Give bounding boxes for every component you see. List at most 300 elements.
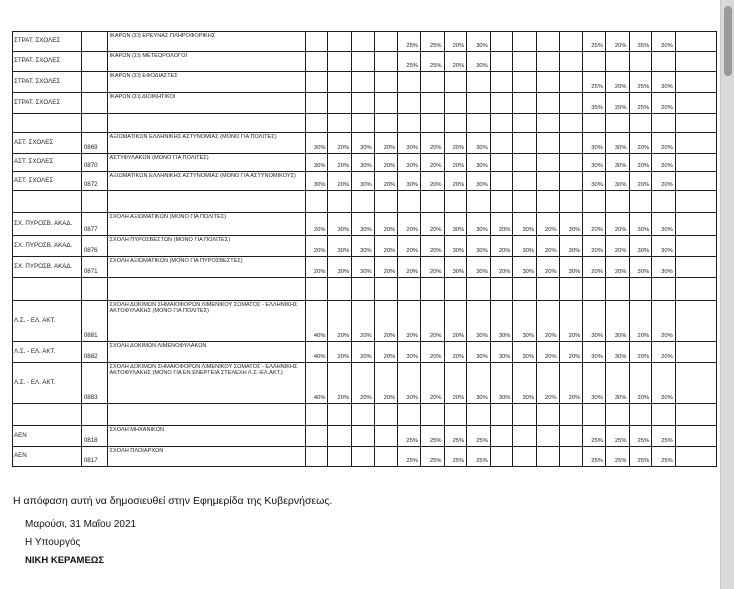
- weight-cell: [675, 213, 716, 236]
- weight-cell: 20%: [652, 301, 676, 342]
- weight-cell: 30%: [629, 213, 652, 236]
- table-row: [13, 342, 717, 363]
- school-cell: ΣΤΡΑΤ. ΣΧΟΛΕΣ: [13, 93, 82, 114]
- weight-cell: 20%: [444, 154, 467, 172]
- weight-cell: [559, 93, 583, 114]
- department-cell: ΣΧΟΛΗ ΑΞΙΩΜΑΤΙΚΩΝ (ΜΟΝΟ ΓΙΑ ΠΥΡΟΣΒΕΣΤΕΣ): [107, 257, 305, 278]
- weight-cell: 20%: [328, 172, 352, 191]
- weight-cell: [559, 32, 583, 52]
- publication-notice: Η απόφαση αυτή να δημοσιευθεί στην Εφημερίδα της Κυβερνήσεως.: [13, 495, 333, 507]
- empty-cell: [305, 278, 328, 301]
- empty-cell: [467, 404, 491, 426]
- weight-cell: [374, 426, 398, 447]
- weight-cell: 25%: [629, 447, 652, 467]
- weight-cell: 25%: [444, 426, 467, 447]
- weight-cell: 30%: [352, 257, 375, 278]
- weight-cell: 20%: [374, 236, 398, 257]
- weight-cell: [490, 93, 513, 114]
- weight-cell: 25%: [420, 426, 444, 447]
- weight-cell: 30%: [467, 342, 491, 363]
- empty-cell: [490, 114, 513, 133]
- weight-cell: 20%: [605, 213, 629, 236]
- empty-cell: [537, 278, 560, 301]
- empty-cell: [559, 191, 583, 213]
- weight-cell: 30%: [444, 257, 467, 278]
- weight-cell: 40%: [305, 342, 328, 363]
- code-cell: 0869: [81, 133, 107, 154]
- weight-cell: 30%: [490, 301, 513, 342]
- weight-cell: 30%: [605, 133, 629, 154]
- weight-cell: 20%: [352, 363, 375, 404]
- empty-cell: [490, 278, 513, 301]
- school-cell: ΣΤΡΑΤ. ΣΧΟΛΕΣ: [13, 72, 82, 93]
- empty-cell: [328, 404, 352, 426]
- weight-cell: [559, 447, 583, 467]
- signatory-title: Η Υπουργός: [25, 537, 81, 548]
- weight-cell: [675, 32, 716, 52]
- weight-cell: 30%: [467, 213, 491, 236]
- empty-cell: [559, 278, 583, 301]
- empty-cell: [513, 191, 537, 213]
- weight-cell: 30%: [583, 133, 606, 154]
- weight-cell: 20%: [352, 342, 375, 363]
- weight-cell: 30%: [583, 342, 606, 363]
- weight-cell: [420, 93, 444, 114]
- empty-cell: [398, 278, 421, 301]
- empty-cell: [605, 191, 629, 213]
- weight-cell: 20%: [605, 257, 629, 278]
- weight-cell: 30%: [352, 154, 375, 172]
- weight-cell: 40%: [305, 301, 328, 342]
- weights-table: [12, 31, 717, 467]
- weight-cell: 20%: [444, 342, 467, 363]
- empty-cell: [652, 114, 676, 133]
- weight-cell: [305, 447, 328, 467]
- weight-cell: 20%: [328, 342, 352, 363]
- weight-cell: 20%: [420, 301, 444, 342]
- table-row: [13, 154, 717, 172]
- weight-cell: [352, 426, 375, 447]
- empty-cell: [490, 191, 513, 213]
- signing-place-date: Μαρούσι, 31 Μαΐου 2021: [25, 519, 137, 530]
- weight-cell: 30%: [352, 213, 375, 236]
- weight-cell: 20%: [629, 363, 652, 404]
- weight-cell: [328, 32, 352, 52]
- weight-cell: 20%: [629, 154, 652, 172]
- weight-cell: [328, 52, 352, 72]
- table-row: [13, 447, 717, 467]
- weight-cell: 25%: [398, 52, 421, 72]
- weight-cell: [513, 133, 537, 154]
- weight-cell: 30%: [629, 257, 652, 278]
- school-cell: ΑΣΤ. ΣΧΟΛΕΣ: [13, 154, 82, 172]
- department-cell: ΣΧΟΛΗ ΜΗΧΑΝΙΚΩΝ: [107, 426, 305, 447]
- weight-cell: 20%: [629, 172, 652, 191]
- empty-cell: [444, 278, 467, 301]
- weight-cell: 30%: [444, 236, 467, 257]
- weight-cell: 25%: [583, 447, 606, 467]
- weight-cell: [352, 93, 375, 114]
- empty-cell: [629, 114, 652, 133]
- weight-cell: [513, 93, 537, 114]
- empty-cell: [490, 404, 513, 426]
- weight-cell: 20%: [652, 172, 676, 191]
- code-cell: [81, 32, 107, 52]
- weight-cell: 30%: [305, 172, 328, 191]
- weight-cell: 20%: [629, 301, 652, 342]
- empty-cell: [305, 404, 328, 426]
- empty-cell: [605, 278, 629, 301]
- school-cell: Λ.Σ. - ΕΛ. ΑΚΤ.: [13, 342, 82, 363]
- weight-cell: 30%: [605, 154, 629, 172]
- weight-cell: [328, 72, 352, 93]
- weight-cell: 20%: [444, 52, 467, 72]
- weight-cell: 30%: [352, 133, 375, 154]
- weight-cell: [559, 133, 583, 154]
- weight-cell: 25%: [605, 426, 629, 447]
- empty-cell: [652, 404, 676, 426]
- weight-cell: 25%: [420, 32, 444, 52]
- weight-cell: 20%: [444, 363, 467, 404]
- empty-cell: [13, 114, 82, 133]
- weight-cell: 20%: [629, 133, 652, 154]
- empty-cell: [13, 278, 82, 301]
- empty-cell: [583, 278, 606, 301]
- weight-cell: 20%: [374, 342, 398, 363]
- weight-cell: 25%: [398, 32, 421, 52]
- weight-cell: [420, 72, 444, 93]
- weight-cell: 25%: [629, 426, 652, 447]
- weight-cell: [374, 447, 398, 467]
- weight-cell: 20%: [490, 236, 513, 257]
- empty-cell: [374, 114, 398, 133]
- weight-cell: 30%: [559, 236, 583, 257]
- weight-cell: 30%: [398, 301, 421, 342]
- weight-cell: 20%: [398, 236, 421, 257]
- department-cell: ΣΧΟΛΗ ΔΟΚΙΜΩΝ ΣΗΜΑΙΟΦΟΡΩΝ ΛΙΜΕΝΙΚΟΥ ΣΩΜΑΤΟΣ - ΕΛΛΗΝΙΚΗΣ ΑΚΤΟΦΥΛΑΚΗΣ (ΜΟΝΟ ΓΙΑ ΕΝ ΕΝΕΡΓΕΙΑ ΣΤΕΛΕΧΗ Λ.Σ.-ΕΛ.ΑΚΤ.): [107, 363, 305, 404]
- empty-cell: [398, 191, 421, 213]
- weight-cell: [513, 154, 537, 172]
- weight-cell: 20%: [420, 363, 444, 404]
- weight-cell: 20%: [420, 236, 444, 257]
- weight-cell: 20%: [537, 342, 560, 363]
- weight-cell: [352, 447, 375, 467]
- weight-cell: 20%: [328, 301, 352, 342]
- school-cell: Λ.Σ. - ΕΛ. ΑΚΤ.: [13, 363, 82, 404]
- empty-cell: [13, 404, 82, 426]
- weight-cell: [328, 426, 352, 447]
- weight-cell: [513, 52, 537, 72]
- weight-cell: 30%: [513, 213, 537, 236]
- weight-cell: 25%: [652, 426, 676, 447]
- empty-cell: [583, 404, 606, 426]
- school-cell: Λ.Σ. - ΕΛ. ΑΚΤ.: [13, 301, 82, 342]
- weight-cell: [513, 447, 537, 467]
- weight-cell: [305, 32, 328, 52]
- weight-cell: 20%: [605, 72, 629, 93]
- weight-cell: 25%: [444, 447, 467, 467]
- weight-cell: [675, 52, 716, 72]
- empty-cell: [513, 278, 537, 301]
- weight-cell: 20%: [420, 154, 444, 172]
- table-row: [13, 93, 717, 114]
- weight-cell: [490, 426, 513, 447]
- empty-cell: [444, 114, 467, 133]
- weight-cell: 30%: [305, 154, 328, 172]
- weight-cell: 20%: [559, 363, 583, 404]
- weight-cell: 25%: [583, 426, 606, 447]
- weight-cell: 30%: [513, 257, 537, 278]
- empty-cell: [305, 191, 328, 213]
- code-cell: 0877: [81, 213, 107, 236]
- weight-cell: 30%: [328, 257, 352, 278]
- empty-cell: [81, 114, 107, 133]
- table-row: [13, 32, 717, 52]
- code-cell: 0883: [81, 363, 107, 404]
- weight-cell: 30%: [398, 172, 421, 191]
- weight-cell: 30%: [583, 363, 606, 404]
- weight-cell: [652, 52, 676, 72]
- empty-cell: [81, 278, 107, 301]
- weight-cell: 25%: [420, 447, 444, 467]
- weight-cell: 40%: [305, 363, 328, 404]
- empty-cell: [352, 404, 375, 426]
- weight-cell: 20%: [374, 257, 398, 278]
- weight-cell: [675, 93, 716, 114]
- weight-cell: [675, 72, 716, 93]
- table-spacer-row: [13, 278, 717, 301]
- weight-cell: 20%: [352, 301, 375, 342]
- empty-cell: [352, 278, 375, 301]
- weight-cell: 20%: [420, 342, 444, 363]
- weight-cell: 30%: [467, 52, 491, 72]
- table-row: [13, 72, 717, 93]
- weight-cell: [490, 72, 513, 93]
- weight-cell: [490, 32, 513, 52]
- weight-cell: [675, 154, 716, 172]
- weight-cell: 20%: [559, 342, 583, 363]
- empty-cell: [467, 278, 491, 301]
- empty-cell: [352, 114, 375, 133]
- empty-cell: [374, 191, 398, 213]
- weight-cell: 30%: [398, 342, 421, 363]
- code-cell: [81, 72, 107, 93]
- weight-cell: [467, 72, 491, 93]
- weight-cell: 25%: [583, 32, 606, 52]
- weight-cell: 30%: [583, 172, 606, 191]
- empty-cell: [675, 404, 716, 426]
- weight-cell: 30%: [559, 213, 583, 236]
- weight-cell: [352, 52, 375, 72]
- weight-cell: 25%: [605, 447, 629, 467]
- school-cell: ΣΤΡΑΤ. ΣΧΟΛΕΣ: [13, 32, 82, 52]
- weight-cell: 20%: [328, 363, 352, 404]
- weight-cell: [629, 52, 652, 72]
- weight-cell: [490, 52, 513, 72]
- weight-cell: [352, 72, 375, 93]
- weight-cell: 20%: [305, 257, 328, 278]
- weight-cell: [374, 52, 398, 72]
- weight-cell: 20%: [652, 363, 676, 404]
- weight-cell: 25%: [420, 52, 444, 72]
- empty-cell: [629, 191, 652, 213]
- weight-cell: 30%: [467, 236, 491, 257]
- code-cell: 0882: [81, 342, 107, 363]
- table-spacer-row: [13, 404, 717, 426]
- empty-cell: [107, 114, 305, 133]
- weight-cell: 30%: [605, 363, 629, 404]
- weight-cell: [537, 426, 560, 447]
- weight-cell: 30%: [583, 301, 606, 342]
- weight-cell: [675, 301, 716, 342]
- weight-cell: 30%: [605, 342, 629, 363]
- weight-cell: 20%: [305, 213, 328, 236]
- table-row: [13, 236, 717, 257]
- code-cell: 0870: [81, 154, 107, 172]
- department-cell: ΙΚΑΡΩΝ (ΣΙ) ΕΡΕΥΝΑΣ ΠΛΗΡΟΦΟΡΙΚΗΣ: [107, 32, 305, 52]
- school-cell: ΑΣΤ. ΣΧΟΛΕΣ: [13, 172, 82, 191]
- weight-cell: 20%: [652, 93, 676, 114]
- weight-cell: [328, 93, 352, 114]
- department-cell: ΑΞΙΩΜΑΤΙΚΩΝ ΕΛΛΗΝΙΚΗΣ ΑΣΤΥΝΟΜΙΑΣ (ΜΟΝΟ ΓΙΑ ΠΟΛΙΤΕΣ): [107, 133, 305, 154]
- code-cell: 0817: [81, 447, 107, 467]
- weight-cell: 35%: [629, 32, 652, 52]
- weight-cell: [537, 447, 560, 467]
- weight-cell: 20%: [583, 213, 606, 236]
- weight-cell: [583, 52, 606, 72]
- empty-cell: [652, 191, 676, 213]
- weight-cell: 20%: [652, 133, 676, 154]
- empty-cell: [467, 191, 491, 213]
- weight-cell: 20%: [420, 172, 444, 191]
- weight-cell: 30%: [652, 213, 676, 236]
- weight-cell: 30%: [629, 236, 652, 257]
- weight-cell: [537, 93, 560, 114]
- weight-cell: [559, 52, 583, 72]
- weight-cell: 20%: [374, 133, 398, 154]
- school-cell: ΑΣΤ. ΣΧΟΛΕΣ: [13, 133, 82, 154]
- weight-cell: [305, 72, 328, 93]
- school-cell: ΣΧ. ΠΥΡΟΣΒ. ΑΚΑΔ.: [13, 236, 82, 257]
- weight-cell: [537, 133, 560, 154]
- weight-cell: 20%: [629, 342, 652, 363]
- weight-cell: 20%: [444, 133, 467, 154]
- weight-cell: [444, 93, 467, 114]
- empty-cell: [605, 404, 629, 426]
- weight-cell: 30%: [652, 236, 676, 257]
- empty-cell: [559, 114, 583, 133]
- weight-cell: 30%: [467, 32, 491, 52]
- weight-cell: 20%: [398, 257, 421, 278]
- empty-cell: [352, 191, 375, 213]
- department-cell: ΙΚΑΡΩΝ (ΣΙ) ΜΕΤΕΩΡΟΛΟΓΟΙ: [107, 52, 305, 72]
- vertical-scrollbar[interactable]: [720, 0, 734, 589]
- weight-cell: [559, 172, 583, 191]
- weight-cell: [559, 426, 583, 447]
- weight-cell: [537, 32, 560, 52]
- weight-cell: 20%: [652, 154, 676, 172]
- weight-cell: [559, 72, 583, 93]
- weight-cell: 20%: [490, 213, 513, 236]
- weight-cell: 20%: [537, 301, 560, 342]
- weight-cell: 25%: [467, 426, 491, 447]
- weight-cell: 20%: [444, 32, 467, 52]
- weight-cell: 30%: [398, 363, 421, 404]
- empty-cell: [420, 404, 444, 426]
- weight-cell: 20%: [537, 236, 560, 257]
- department-cell: ΣΧΟΛΗ ΑΞΙΩΜΑΤΙΚΩΝ (ΜΟΝΟ ΓΙΑ ΠΟΛΙΤΕΣ): [107, 213, 305, 236]
- weight-cell: 30%: [467, 172, 491, 191]
- code-cell: 0871: [81, 257, 107, 278]
- signatory-name: ΝΙΚΗ ΚΕΡΑΜΕΩΣ: [25, 555, 105, 566]
- weight-cell: 20%: [559, 301, 583, 342]
- weight-cell: 20%: [328, 154, 352, 172]
- weight-cell: 20%: [328, 133, 352, 154]
- weight-cell: [537, 72, 560, 93]
- weight-cell: [537, 52, 560, 72]
- empty-cell: [328, 278, 352, 301]
- weight-cell: [467, 93, 491, 114]
- weight-cell: [513, 426, 537, 447]
- weight-cell: 30%: [513, 363, 537, 404]
- weight-cell: [352, 32, 375, 52]
- empty-cell: [605, 114, 629, 133]
- weight-cell: 25%: [398, 447, 421, 467]
- weight-cell: 20%: [374, 172, 398, 191]
- weight-cell: 20%: [374, 301, 398, 342]
- empty-cell: [107, 278, 305, 301]
- empty-cell: [420, 191, 444, 213]
- weight-cell: 20%: [652, 32, 676, 52]
- department-cell: ΙΚΑΡΩΝ (ΣΙ) ΕΦΟΔΙΑΣΤΕΣ: [107, 72, 305, 93]
- weight-cell: [675, 342, 716, 363]
- weight-cell: 30%: [652, 257, 676, 278]
- table-row: [13, 52, 717, 72]
- scrollbar-thumb[interactable]: [724, 6, 732, 76]
- weight-cell: 20%: [398, 213, 421, 236]
- weight-cell: 20%: [605, 93, 629, 114]
- weight-cell: [675, 133, 716, 154]
- weight-cell: 30%: [305, 133, 328, 154]
- weight-cell: [490, 447, 513, 467]
- empty-cell: [374, 404, 398, 426]
- table-row: [13, 426, 717, 447]
- code-cell: [81, 52, 107, 72]
- weight-cell: [305, 93, 328, 114]
- weight-cell: 20%: [583, 257, 606, 278]
- code-cell: 0881: [81, 301, 107, 342]
- empty-cell: [107, 404, 305, 426]
- table-row: [13, 301, 717, 342]
- empty-cell: [107, 191, 305, 213]
- weight-cell: 20%: [652, 342, 676, 363]
- weight-cell: 20%: [444, 301, 467, 342]
- empty-cell: [420, 278, 444, 301]
- weight-cell: 20%: [374, 363, 398, 404]
- weight-cell: [513, 72, 537, 93]
- weight-cell: 20%: [420, 213, 444, 236]
- table-row: [13, 172, 717, 191]
- weight-cell: 20%: [420, 257, 444, 278]
- department-cell: ΙΚΑΡΩΝ (ΣΙ) ΔΙΟΙΚΗΤΙΚΟΙ: [107, 93, 305, 114]
- table-spacer-row: [13, 191, 717, 213]
- empty-cell: [328, 191, 352, 213]
- weight-cell: 30%: [605, 172, 629, 191]
- weight-cell: [490, 154, 513, 172]
- weight-cell: 20%: [605, 32, 629, 52]
- weight-cell: 30%: [467, 363, 491, 404]
- weight-cell: [675, 447, 716, 467]
